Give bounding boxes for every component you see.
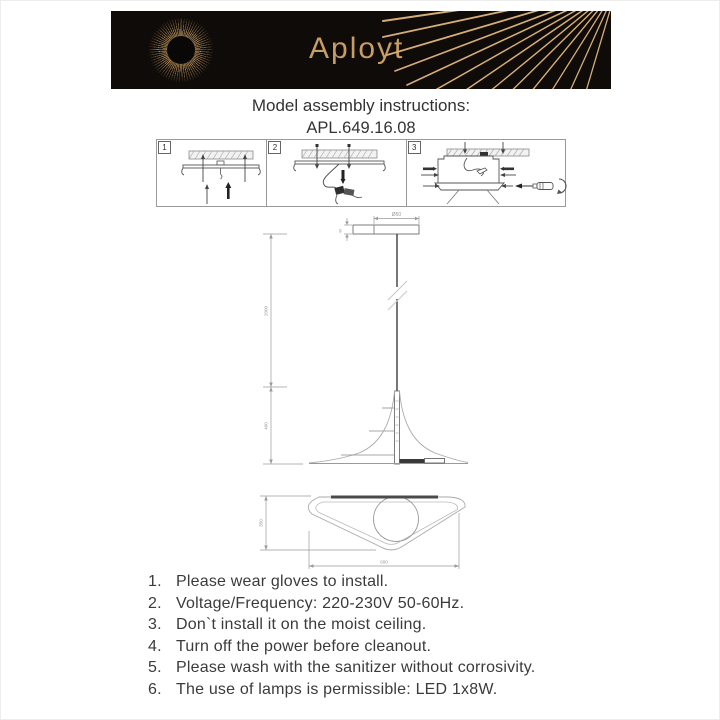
brand-banner: [111, 11, 611, 89]
plan-depth-label: 350: [258, 519, 264, 527]
model-number: APL.649.16.08: [306, 119, 416, 137]
list-item-text: The use of lamps is permissible: LED 1x8W.: [176, 680, 498, 698]
suspension-length-label: 2000: [263, 305, 269, 317]
shade-side-view: [309, 391, 468, 464]
height-dimensions: [263, 234, 303, 464]
canopy-height-label: 40: [337, 228, 343, 234]
list-item-number: 4.: [148, 637, 162, 655]
title-block: [1, 95, 720, 139]
step-number-badge: 2: [268, 141, 281, 154]
plan-width-label: 600: [380, 559, 388, 565]
step3-canopy-screw-drawing: [407, 140, 567, 206]
screwdriver-icon: [515, 179, 566, 194]
list-item-number: 1.: [148, 573, 162, 590]
list-item: [148, 614, 618, 636]
step-panel-2: [266, 140, 405, 206]
list-item-number: 2.: [148, 594, 162, 612]
instruction-list: [148, 571, 618, 701]
list-item: [148, 593, 618, 615]
list-item: [148, 636, 618, 658]
list-item-text: Don`t install it on the moist ceiling.: [176, 616, 427, 634]
shade-height-label: 400: [263, 422, 269, 430]
canopy-height-dimension: [344, 218, 352, 241]
step2-wire-connection-drawing: [267, 140, 407, 206]
list-item: [148, 571, 618, 593]
step-panel-3: [406, 140, 565, 206]
list-item: [148, 657, 618, 679]
list-item-text: Please wash with the sanitizer without corrosivity.: [176, 659, 536, 677]
list-item-text: Turn off the power before cleanout.: [176, 637, 432, 655]
canopy-diameter-label: Ø50: [391, 212, 402, 219]
rays-decoration-icon: [381, 11, 611, 89]
step-number-badge: 1: [158, 141, 171, 154]
list-item-text: Voltage/Frequency: 220-230V 50-60Hz.: [176, 594, 465, 612]
suspension-cable: [388, 234, 407, 391]
list-item-number: 3.: [148, 616, 162, 634]
shade-plan-view: [308, 496, 465, 550]
list-item-number: 6.: [148, 680, 162, 698]
canopy-drawing: [353, 225, 419, 234]
brand-name: Aployt: [309, 32, 405, 65]
technical-drawing: [241, 201, 491, 581]
list-item-number: 5.: [148, 659, 162, 677]
step-number-badge: 3: [408, 141, 421, 154]
list-item: [148, 679, 618, 701]
step-panel-1: [157, 140, 266, 206]
assembly-steps: [156, 139, 566, 207]
list-item-text: Please wear gloves to install.: [176, 573, 389, 590]
page-title: Model assembly instructions:: [251, 96, 471, 115]
step1-mounting-bracket-drawing: [157, 140, 267, 206]
starburst-logo-icon: [149, 18, 213, 82]
